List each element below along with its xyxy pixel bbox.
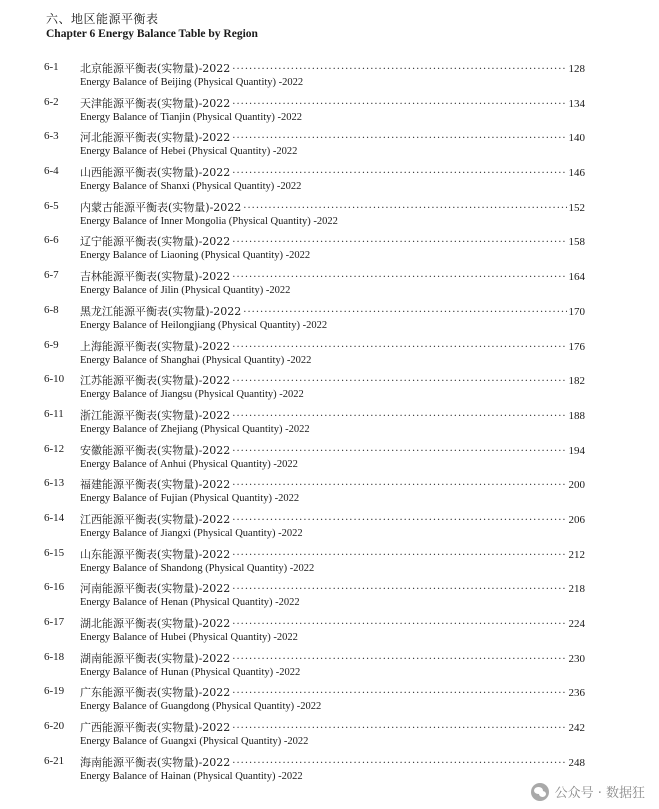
toc-entry[interactable] <box>0 301 659 336</box>
entry-page-number: 170 <box>568 305 585 318</box>
entry-title-en: Energy Balance of Inner Mongolia (Physical Quantity) -2022 <box>80 215 338 227</box>
dot-leader <box>232 133 566 144</box>
dot-leader <box>232 654 566 665</box>
entry-page-number: 230 <box>568 652 585 665</box>
toc-entry[interactable] <box>0 336 659 371</box>
entry-number: 6-5 <box>44 199 59 212</box>
entry-page-number: 134 <box>568 97 585 110</box>
toc-entry[interactable] <box>0 717 659 752</box>
toc-entry[interactable] <box>0 578 659 613</box>
entry-page-number: 236 <box>568 687 585 700</box>
entry-number: 6-8 <box>44 303 59 316</box>
entry-number: 6-21 <box>44 754 65 767</box>
entry-page-number: 248 <box>568 756 585 769</box>
entry-title-en: Energy Balance of Liaoning (Physical Quantity) -2022 <box>80 250 311 262</box>
entry-page-number: 218 <box>568 583 585 596</box>
watermark-text: 公众号 · 数据狂 <box>554 786 645 801</box>
entry-title-cn: 河北能源平衡表(实物量)-2022 <box>80 131 231 145</box>
entry-title-cn: 湖北能源平衡表(实物量)-2022 <box>80 617 231 630</box>
entry-title-cn: 福建能源平衡表(实物量)-2022 <box>80 478 231 492</box>
dot-leader <box>232 272 566 283</box>
entry-title-cn: 安徽能源平衡表(实物量)-2022 <box>80 443 231 457</box>
entry-number: 6-16 <box>44 581 65 594</box>
dot-leader <box>232 64 566 75</box>
entry-number: 6-14 <box>44 511 65 524</box>
entry-title-cn: 上海能源平衡表(实物量)-2022 <box>80 339 231 353</box>
dot-leader <box>232 342 566 353</box>
toc-entry[interactable] <box>0 405 659 440</box>
dot-leader <box>232 446 566 457</box>
entry-page-number: 188 <box>568 409 585 422</box>
entry-page-number: 128 <box>568 63 585 75</box>
toc-entry[interactable] <box>0 162 659 197</box>
entry-page-number: 206 <box>568 513 585 526</box>
entry-title-cn: 湖南能源平衡表(实物量)-2022 <box>80 651 231 665</box>
dot-leader <box>243 203 566 214</box>
entry-title-en: Energy Balance of Shanxi (Physical Quantity) -2022 <box>80 181 302 193</box>
toc-entry[interactable] <box>0 474 659 509</box>
wechat-icon <box>531 783 549 801</box>
toc-entry[interactable] <box>0 266 659 301</box>
entry-title-cn: 河南能源平衡表(实物量)-2022 <box>80 582 231 596</box>
entry-title-en: Energy Balance of Hubei (Physical Quantity) -2022 <box>80 632 298 643</box>
entry-page-number: 200 <box>568 479 585 492</box>
entry-title-cn: 黑龙江能源平衡表(实物量)-2022 <box>80 304 242 318</box>
toc-entry[interactable] <box>0 544 659 579</box>
entry-title-en: Energy Balance of Fujian (Physical Quantity) -2022 <box>80 493 300 505</box>
toc-entry[interactable] <box>0 231 659 266</box>
entry-number: 6-13 <box>44 477 65 490</box>
dot-leader <box>232 758 566 769</box>
chapter-title-cn: 六、地区能源平衡表 <box>46 12 159 26</box>
toc-entry[interactable] <box>0 58 659 93</box>
toc-entry[interactable] <box>0 127 659 162</box>
dot-leader <box>232 515 566 526</box>
entry-title-en: Energy Balance of Tianjin (Physical Quantity) -2022 <box>80 111 303 123</box>
entry-title-cn: 山东能源平衡表(实物量)-2022 <box>80 547 231 561</box>
entry-number: 6-15 <box>44 546 65 559</box>
entry-title-en: Energy Balance of Jiangxi (Physical Quantity) -2022 <box>80 527 303 539</box>
dot-leader <box>232 723 566 734</box>
entry-title-cn: 山西能源平衡表(实物量)-2022 <box>80 166 231 180</box>
dot-leader <box>232 376 566 387</box>
dot-leader <box>232 99 566 110</box>
entry-title-en: Energy Balance of Heilongjiang (Physical Quantity) -2022 <box>80 319 328 331</box>
entry-number: 6-9 <box>44 338 59 351</box>
toc-entry[interactable] <box>0 93 659 128</box>
entry-number: 6-6 <box>44 234 59 247</box>
entry-title-cn: 辽宁能源平衡表(实物量)-2022 <box>80 235 231 249</box>
entry-title-en: Energy Balance of Hebei (Physical Quantity) -2022 <box>80 146 298 158</box>
entry-title-cn: 北京能源平衡表(实物量)-2022 <box>80 62 231 75</box>
entry-title-cn: 浙江能源平衡表(实物量)-2022 <box>80 408 231 422</box>
toc-entry[interactable] <box>0 440 659 475</box>
entry-title-cn: 广西能源平衡表(实物量)-2022 <box>80 721 231 735</box>
entry-page-number: 152 <box>568 201 585 214</box>
entry-title-cn: 内蒙古能源平衡表(实物量)-2022 <box>80 200 242 214</box>
dot-leader <box>232 237 566 248</box>
entry-title-cn: 吉林能源平衡表(实物量)-2022 <box>80 270 231 284</box>
entry-number: 6-20 <box>44 720 65 733</box>
toc-entry[interactable] <box>0 613 659 648</box>
entry-number: 6-2 <box>44 95 59 108</box>
dot-leader <box>232 168 566 179</box>
dot-leader <box>232 480 566 491</box>
entry-title-en: Energy Balance of Hainan (Physical Quantity) -2022 <box>80 770 303 782</box>
dot-leader <box>243 307 566 318</box>
chapter-title-en: Chapter 6 Energy Balance Table by Region <box>46 28 258 40</box>
dot-leader <box>232 550 566 561</box>
entry-page-number: 164 <box>568 271 585 284</box>
entry-title-cn: 江苏能源平衡表(实物量)-2022 <box>80 374 231 388</box>
entry-title-en: Energy Balance of Shandong (Physical Quantity) -2022 <box>80 562 315 574</box>
toc-entry[interactable] <box>0 509 659 544</box>
entry-title-en: Energy Balance of Jilin (Physical Quantity) -2022 <box>80 285 291 297</box>
entry-page-number: 224 <box>568 618 585 630</box>
entry-page-number: 194 <box>568 444 585 457</box>
entry-page-number: 140 <box>568 132 585 145</box>
entry-number: 6-17 <box>44 616 65 628</box>
entry-number: 6-3 <box>44 130 59 143</box>
dot-leader <box>232 584 566 595</box>
toc-entry[interactable] <box>0 682 659 717</box>
watermark <box>531 782 645 801</box>
entry-title-en: Energy Balance of Jiangsu (Physical Quantity) -2022 <box>80 389 304 401</box>
entry-number: 6-1 <box>44 61 59 73</box>
dot-leader <box>232 688 566 699</box>
dot-leader <box>232 411 566 422</box>
entry-number: 6-10 <box>44 373 65 386</box>
toc-entry[interactable] <box>0 370 659 405</box>
entry-page-number: 242 <box>568 722 585 735</box>
dot-leader <box>232 619 566 630</box>
entry-page-number: 158 <box>568 236 585 249</box>
entry-number: 6-4 <box>44 165 59 178</box>
entry-title-cn: 天津能源平衡表(实物量)-2022 <box>80 96 231 110</box>
toc-entry[interactable] <box>0 197 659 232</box>
entry-title-en: Energy Balance of Guangxi (Physical Quantity) -2022 <box>80 736 309 748</box>
entry-title-en: Energy Balance of Beijing (Physical Quantity) -2022 <box>80 77 304 88</box>
entry-page-number: 182 <box>568 375 585 388</box>
entry-title-en: Energy Balance of Anhui (Physical Quantity) -2022 <box>80 458 298 470</box>
entry-title-en: Energy Balance of Zhejiang (Physical Quantity) -2022 <box>80 423 310 435</box>
entry-number: 6-19 <box>44 685 65 698</box>
table-of-contents <box>0 58 659 786</box>
entry-title-cn: 广东能源平衡表(实物量)-2022 <box>80 686 231 700</box>
entry-title-cn: 江西能源平衡表(实物量)-2022 <box>80 512 231 526</box>
entry-title-cn: 海南能源平衡表(实物量)-2022 <box>80 755 231 769</box>
entry-title-en: Energy Balance of Henan (Physical Quantity) -2022 <box>80 597 300 609</box>
entry-page-number: 212 <box>568 548 585 561</box>
entry-title-en: Energy Balance of Shanghai (Physical Quantity) -2022 <box>80 354 312 366</box>
entry-page-number: 176 <box>568 340 585 353</box>
toc-entry[interactable] <box>0 648 659 683</box>
entry-number: 6-11 <box>44 407 64 420</box>
entry-title-en: Energy Balance of Hunan (Physical Quantity) -2022 <box>80 666 301 678</box>
entry-number: 6-18 <box>44 650 65 663</box>
entry-title-en: Energy Balance of Guangdong (Physical Quantity) -2022 <box>80 701 322 713</box>
entry-number: 6-7 <box>44 269 59 282</box>
entry-page-number: 146 <box>568 167 585 180</box>
entry-number: 6-12 <box>44 442 65 455</box>
